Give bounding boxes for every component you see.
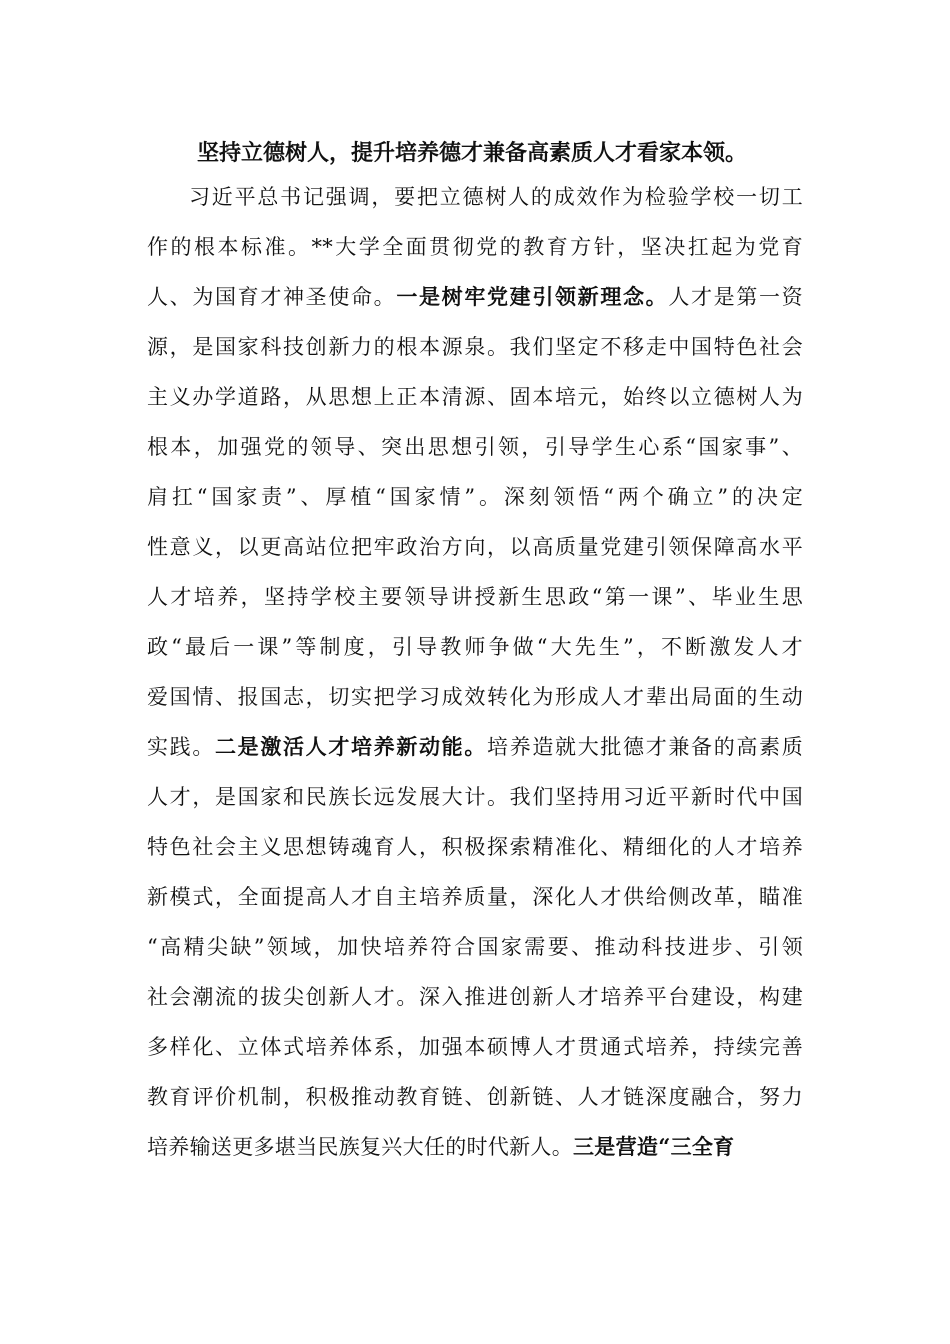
text-segment: 多样化、立体式培养体系，加强本硕博人才贯通式培养，持续完善: [147, 1035, 803, 1059]
text-segment: 新模式，全面提高人才自主培养质量，深化人才供给侧改革，瞄准: [147, 885, 803, 909]
text-segment: 根本，加强党的领导、突出思想引领，引导学生心系“国家事”、: [147, 435, 803, 459]
body-line: [147, 332, 803, 362]
body-line: [147, 1132, 803, 1162]
body-line: [147, 282, 803, 312]
body-line: [147, 982, 803, 1012]
body-line: [147, 732, 803, 762]
body-line: [147, 1082, 803, 1112]
body-line: [147, 432, 803, 462]
body-line: [147, 1032, 803, 1062]
text-segment: 性意义，以更高站位把牢政治方向，以高质量党建引领保障高水平: [147, 535, 803, 559]
body-line: [147, 682, 803, 712]
text-segment: 爱国情、报国志，切实把学习成效转化为形成人才辈出局面的生动: [147, 685, 803, 709]
text-segment: “高精尖缺”领域，加快培养符合国家需要、推动科技进步、引领: [147, 935, 803, 959]
bold-heading-segment: 一是树牢党建引领新理念。: [396, 284, 669, 309]
document-title: 坚持立德树人，提升培养德才兼备高素质人才看家本领。: [196, 140, 747, 166]
text-segment: 教育评价机制，积极推动教育链、创新链、人才链深度融合，努力: [147, 1085, 803, 1109]
bold-heading-segment: 三是营造“三全育: [573, 1134, 735, 1159]
text-segment: 作的根本标准。**大学全面贯彻党的教育方针，坚决扛起为党育: [147, 235, 803, 259]
body-line: [147, 932, 803, 962]
body-line: [147, 482, 803, 512]
body-line: [147, 232, 803, 262]
body-line: [147, 582, 803, 612]
text-segment: 特色社会主义思想铸魂育人，积极探索精准化、精细化的人才培养: [147, 835, 803, 859]
body-line: [147, 532, 803, 562]
bold-heading-segment: 二是激活人才培养新动能。: [215, 734, 488, 759]
text-segment: 人才是第一资: [668, 285, 803, 309]
body-line: [147, 832, 803, 862]
body-line: [147, 382, 803, 412]
text-segment: 主义办学道路，从思想上正本清源、固本培元，始终以立德树人为: [147, 385, 803, 409]
text-segment: 人才培养，坚持学校主要领导讲授新生思政“第一课”、毕业生思: [147, 585, 803, 609]
body-line: [147, 882, 803, 912]
text-segment: 习近平总书记强调，要把立德树人的成效作为检验学校一切工: [189, 185, 803, 209]
text-segment: 培养输送更多堪当民族复兴大任的时代新人。: [147, 1135, 573, 1159]
text-segment: 培养造就大批德才兼备的高素质: [487, 735, 804, 759]
text-segment: 社会潮流的拔尖创新人才。深入推进创新人才培养平台建设，构建: [147, 985, 803, 1009]
body-line: [147, 782, 803, 812]
text-segment: 人才，是国家和民族长远发展大计。我们坚持用习近平新时代中国: [147, 785, 803, 809]
text-segment: 政“最后一课”等制度，引导教师争做“大先生”，不断激发人才: [147, 635, 803, 659]
text-segment: 肩扛“国家责”、厚植“国家情”。深刻领悟“两个确立”的决定: [147, 485, 803, 509]
body-line: [147, 632, 803, 662]
text-segment: 人、为国育才神圣使命。: [147, 285, 397, 309]
body-line: [189, 182, 803, 212]
text-segment: 源，是国家科技创新力的根本源泉。我们坚定不移走中国特色社会: [147, 335, 803, 359]
text-segment: 实践。: [147, 735, 216, 759]
